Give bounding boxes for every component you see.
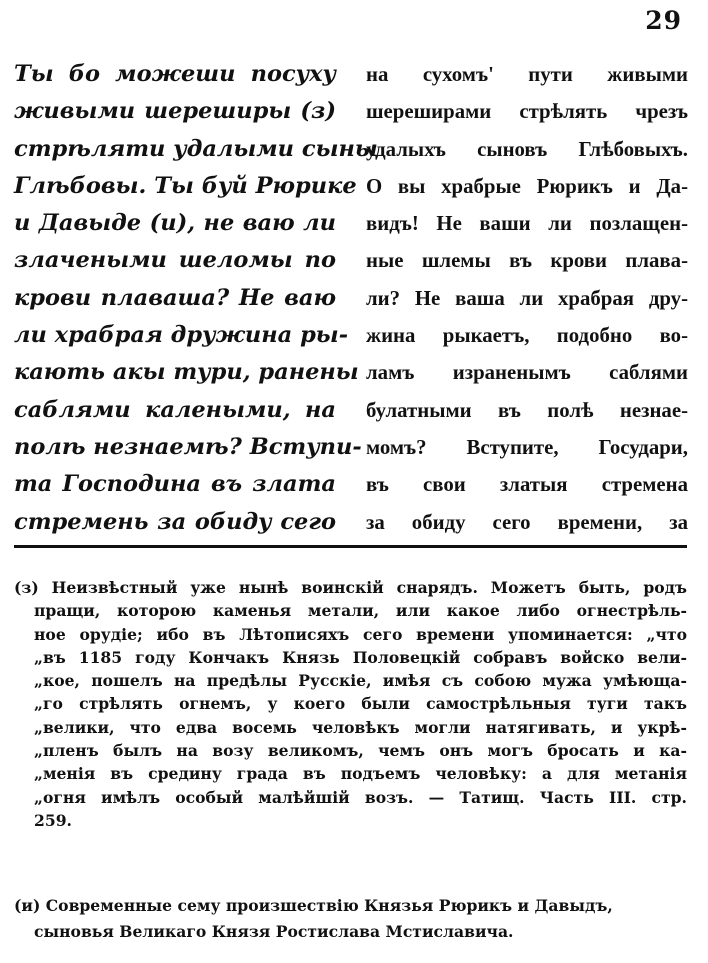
page-number: 29 xyxy=(645,6,682,35)
text-line: ли храбрая дружина ры- xyxy=(14,322,349,349)
footnote-line: сыновья Великаго Князя Ростислава Мстиславича. xyxy=(34,922,514,941)
text-line: стремень за обиду сего xyxy=(14,508,336,535)
footnote-line: пращи, которою каменья метали, или какое либо огнестрѣль- xyxy=(34,601,687,621)
translation-text-column xyxy=(366,56,688,541)
text-line: злачеными шеломы по xyxy=(14,247,336,274)
text-line: та Господина въ злата xyxy=(14,471,336,498)
footnote-line: 259. xyxy=(34,810,72,830)
footnote-divider xyxy=(14,545,687,548)
footnote-line: „пленъ былъ на возу великомъ, чемъ онъ могъ бросать и ка- xyxy=(34,741,687,761)
text-line: за обиду сего времени, за xyxy=(366,510,688,534)
footnote-line: (и) Современные сему произшествію Князья Рюрикъ и Давыдъ, xyxy=(14,896,613,915)
footnote-line: (з) Неизвѣстный уже нынѣ воинскій снарядъ. Можетъ быть, родъ xyxy=(14,578,687,597)
text-line: ные шлемы въ крови плава- xyxy=(366,249,688,273)
text-line: стрѣляти удалыми сыны xyxy=(14,135,378,162)
footnote-line: „въ 1185 году Кончакъ Князь Половецкій собравъ войско вели- xyxy=(34,647,687,667)
text-line: удалыхъ сыновъ Глѣбовыхъ. xyxy=(366,137,688,161)
text-line: ли? Не ваша ли храбрая дру- xyxy=(366,286,688,310)
text-line: ламъ израненымъ саблями xyxy=(366,361,688,385)
text-line: жина рыкаетъ, подобно во- xyxy=(366,324,688,348)
old-russian-text-column xyxy=(14,56,378,541)
text-line: саблями калеными, на xyxy=(14,396,336,423)
text-line: полѣ незнаемѣ? Вступи- xyxy=(14,433,362,460)
footnote-line: „го стрѣлять огнемъ, у коего были самострѣльныя туги такъ xyxy=(34,694,687,714)
footnote-i xyxy=(14,893,687,945)
text-line: и Давыде (и), не ваю ли xyxy=(14,210,336,237)
text-line: кають акы тури, ранены xyxy=(14,359,359,386)
footnote-line: „огня имѣлъ особый малѣйшій возъ. — Татищ. Часть III. стр. xyxy=(34,787,687,807)
footnote-z xyxy=(14,576,687,832)
text-line: на сухомъ' пути живыми xyxy=(366,63,688,86)
footnote-line: ное орудіе; ибо въ Лѣтописяхъ сего времени упоминается: „что xyxy=(34,624,687,644)
text-line: крови плаваша? Не ваю xyxy=(14,284,336,311)
text-line: Ты бо можеши посуху xyxy=(14,61,336,87)
text-line: О вы храбрые Рюрикъ и Да- xyxy=(366,174,688,198)
text-line: въ свои златыя стремена xyxy=(366,473,688,497)
text-line: булатными въ полѣ незнае- xyxy=(366,398,688,422)
text-line: момъ? Вступите, Государи, xyxy=(366,435,688,459)
footnote-line: „велики, что едва восемь человѣкъ могли натягивать, и укрѣ- xyxy=(34,717,687,737)
text-line: Глѣбовы. Ты буй Рюрике xyxy=(14,172,357,199)
text-line: живыми шереширы (з) xyxy=(14,98,336,125)
footnote-line: „менія въ средину града въ подъемъ человѣку: а для метанія xyxy=(34,764,687,784)
footnote-line: „кое, пошелъ на предѣлы Русскіе, имѣя съ собою мужа умѣюща- xyxy=(34,671,687,691)
text-line: видъ! Не ваши ли позлащен- xyxy=(366,212,688,236)
text-line: шереширами стрѣлять чрезъ xyxy=(366,100,688,124)
